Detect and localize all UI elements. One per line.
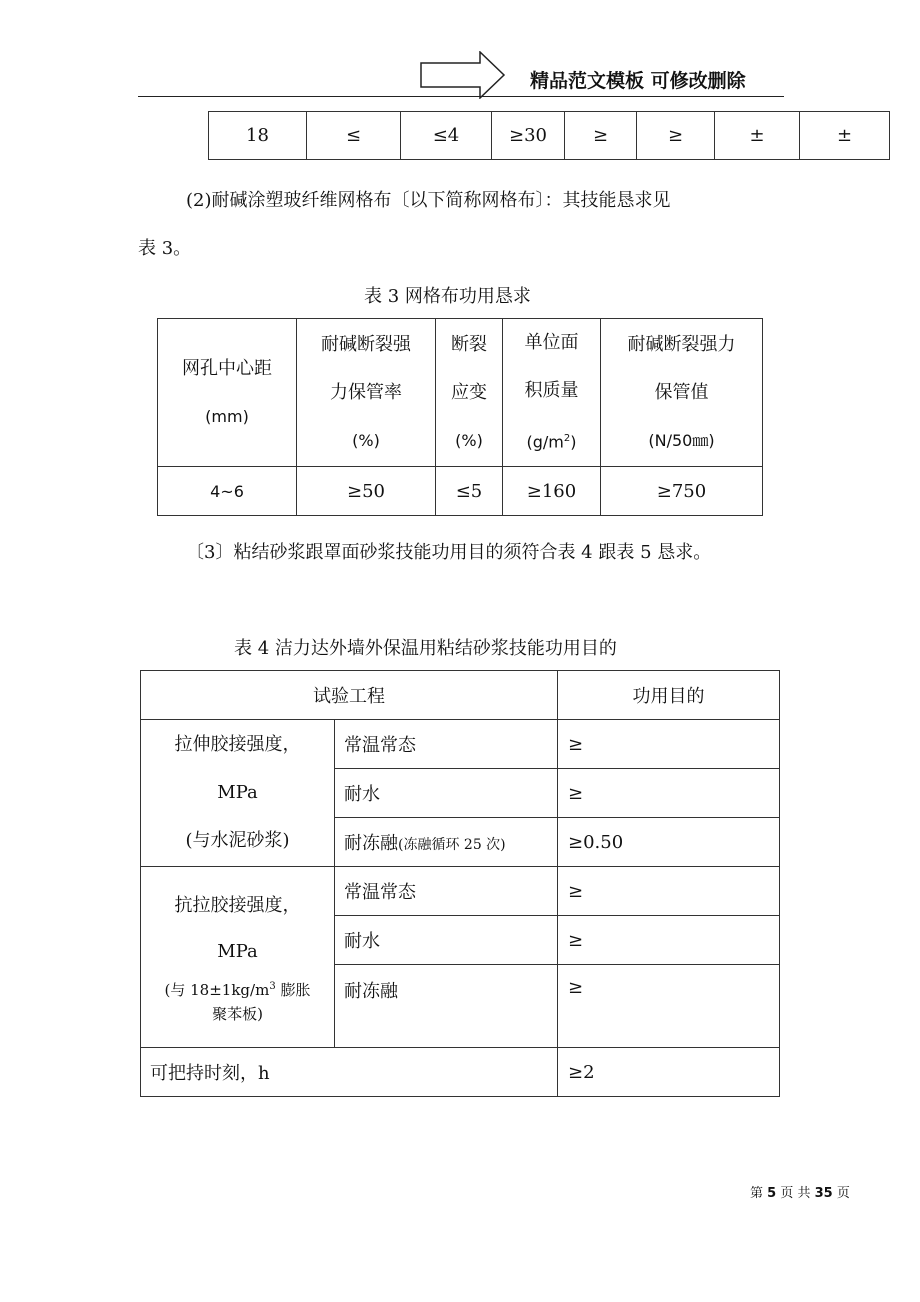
table-4-caption: 表 4 洁力达外墙外保温用粘结砂浆技能功用目的 [234,638,617,659]
test-item-cell: 耐冻融 [335,965,558,1048]
table-row [141,720,780,769]
header-cell-test-item: 试验工程 [141,671,558,720]
table-cell: 4~6 [158,467,297,516]
header-cell-strength-value: 耐碱断裂强力 保管值 (N/50㎜) [601,319,763,467]
table-cell: ≤4 [401,112,492,160]
table-cell: ≥160 [503,467,601,516]
index-cell: ≥ [558,867,780,916]
table-row [141,867,780,916]
header-title: 精品范文模板 可修改删除 [530,70,746,92]
paragraph-2-line-1: (2)耐碱涂塑玻纤维网格布〔以下简称网格布〕：其技能恳求见 [186,190,671,211]
index-cell: ≥ [558,769,780,818]
index-cell: ≥ [558,720,780,769]
group-cell-tensile-bond: 拉伸胶接强度， MPa (与水泥砂浆) [141,720,335,867]
test-item-cell: 耐水 [335,769,558,818]
table-cell: ≥ [637,112,715,160]
right-arrow-icon [420,51,506,99]
total-pages: 35 [814,1186,833,1201]
table-cell: ≥750 [601,467,763,516]
index-cell: ≥2 [558,1048,780,1097]
table-cell: ≥ [565,112,637,160]
index-cell: ≥0.50 [558,818,780,867]
paragraph-2-line-2: 表 3。 [138,238,192,259]
header-cell-unit-mass: 单位面 积质量 $(g/m^2)$ [503,319,601,467]
test-item-cell: 耐水 [335,916,558,965]
index-cell: ≥ [558,916,780,965]
table-row [209,112,890,160]
table-cell: 18 [209,112,307,160]
header-cell-strain: 断裂 应变 (%) [436,319,503,467]
table-row [141,1048,780,1097]
header-cell-hole-spacing: 网孔中心距 (mm) [158,319,297,467]
table-cell: ≥30 [492,112,565,160]
table-cell: ± [800,112,890,160]
table-1-fragment [208,111,890,160]
page-footer: 第 5 页 共 35 页 [750,1186,850,1201]
test-item-cell: 可把持时刻，h [141,1048,558,1097]
page-number: 5 [767,1186,777,1201]
table-cell: ≤5 [436,467,503,516]
table-3-caption: 表 3 网格布功用恳求 [364,286,531,307]
test-item-cell: 常温常态 [335,867,558,916]
paragraph-3: 〔3〕粘结砂浆跟罩面砂浆技能功用目的须符合表 4 跟表 5 恳求。 [186,542,712,563]
table-3 [157,318,763,516]
header-cell-strength-retention: 耐碱断裂强 力保管率 (%) [297,319,436,467]
table-row [158,467,763,516]
table-cell: ± [715,112,800,160]
group-cell-pull-bond: 抗拉胶接强度， MPa (与 $18\pm 1kg/m^3$ 膨胀 聚苯板) [141,867,335,1048]
header-cell-index: 功用目的 [558,671,780,720]
test-item-cell: 耐冻融(冻融循环 25 次) [335,818,558,867]
header-divider [138,96,784,97]
table-4 [140,670,780,1097]
table-cell: ≤ [307,112,401,160]
test-item-cell: 常温常态 [335,720,558,769]
table-header-row [141,671,780,720]
table-cell: ≥50 [297,467,436,516]
table-header-row [158,319,763,467]
index-cell: ≥ [558,965,780,1048]
